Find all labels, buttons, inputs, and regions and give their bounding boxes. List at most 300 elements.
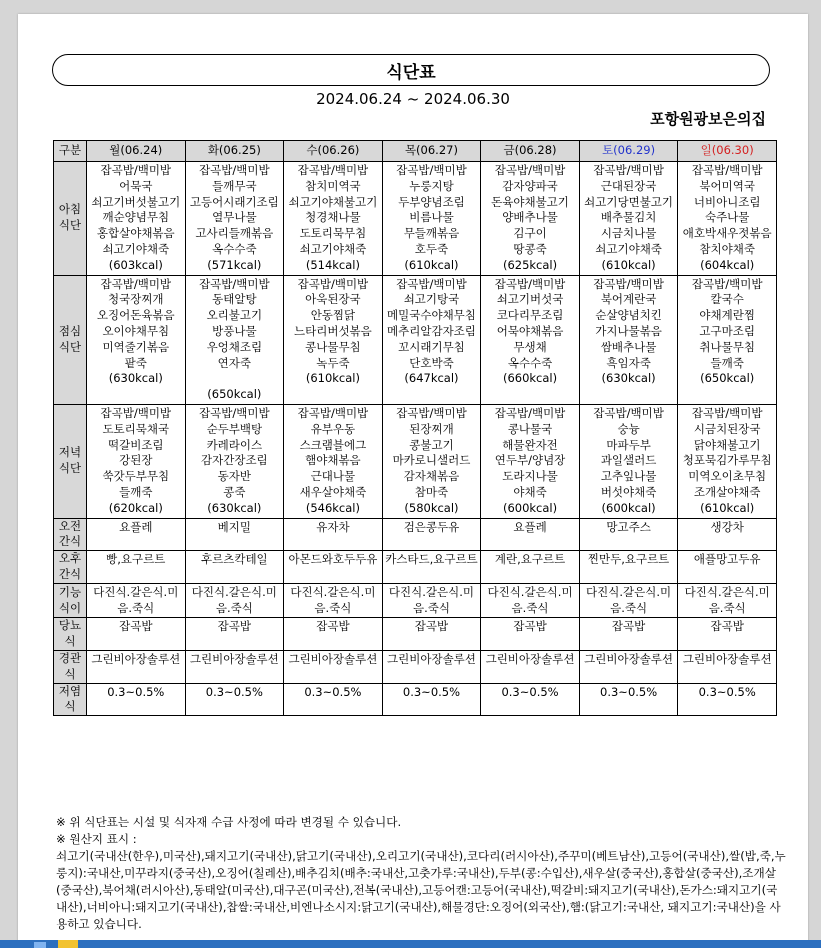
menu-item: (610kcal) (305, 371, 360, 386)
menu-item: 참치야채죽 (699, 241, 755, 256)
menu-item: 망고주스 (606, 519, 651, 534)
menu-cell (481, 404, 580, 518)
menu-item: 빵,요구르트 (106, 552, 166, 567)
menu-item: 근대된장국 (600, 178, 657, 193)
menu-item: 김구이 (513, 226, 547, 241)
menu-item: 쇠고기당면불고기 (584, 194, 674, 209)
menu-item: 동자반 (217, 469, 251, 484)
menu-item: 잡곡밥/백미밥 (691, 405, 763, 420)
menu-item: 오이야채무침 (102, 323, 170, 338)
menu-item: 코다리무조림 (496, 308, 564, 323)
row-label (54, 162, 87, 276)
menu-item: 유부우동 (310, 421, 356, 436)
menu-cell (382, 618, 481, 651)
menu-item: 도토리묵무침 (299, 226, 367, 241)
menu-item: 안동찜닭 (310, 308, 356, 323)
menu-item: 꼬시래기무침 (398, 339, 465, 354)
menu-item: 잡곡밥/백미밥 (691, 276, 763, 291)
menu-item: 야채죽 (513, 484, 547, 499)
day-header: 수(06.26) (284, 141, 383, 162)
taskbar-app-icon[interactable] (34, 942, 46, 948)
row-label-line: 식단 (58, 461, 82, 476)
menu-item: 다진식.갈은식.미음.죽식 (487, 584, 573, 615)
menu-item: 아욱된장국 (305, 292, 361, 307)
menu-item: 땅콩죽 (513, 241, 547, 256)
menu-cell (284, 162, 383, 276)
menu-item: 잡곡밥/백미밥 (494, 163, 566, 177)
row-label-line: 저염 (58, 683, 82, 698)
menu-cell (481, 518, 580, 551)
menu-cell (481, 683, 580, 716)
menu-item: 잡곡밥/백미밥 (593, 163, 664, 177)
menu-cell (87, 551, 186, 584)
menu-item: 고구마조림 (699, 323, 755, 338)
menu-item: 카레라이스 (206, 437, 263, 452)
menu-item: (580kcal) (404, 500, 459, 515)
menu-item: 잡곡밥/백미밥 (396, 276, 467, 291)
menu-item: 옥수수죽 (212, 241, 257, 256)
menu-item: 잡곡밥/백미밥 (297, 276, 369, 291)
menu-item: 쇠고기야채죽 (299, 241, 367, 256)
row-label-line: 간식 (58, 566, 82, 581)
menu-item: 잡곡밥/백미밥 (199, 276, 270, 291)
menu-item: 연두부/양념장 (494, 453, 566, 468)
menu-item: 쇠고기버섯국 (496, 292, 564, 307)
menu-cell (579, 275, 678, 404)
menu-item: 베지밀 (217, 519, 251, 534)
menu-item: 들깨죽 (119, 484, 153, 499)
day-header: 일(06.30) (678, 141, 777, 162)
menu-item: (647kcal) (404, 371, 459, 386)
menu-item: 순살양념치킨 (595, 308, 662, 323)
menu-item: 다진식.갈은식.미음.죽식 (191, 584, 277, 615)
menu-item: 감자간장조림 (201, 453, 268, 468)
meal-row-tube (54, 650, 777, 683)
menu-cell (87, 650, 186, 683)
menu-item: 찐만두,요구르트 (587, 552, 670, 567)
row-label (54, 275, 87, 404)
menu-item: 두부양념조림 (398, 194, 465, 209)
menu-item: 누룽지탕 (409, 178, 454, 193)
menu-item: 잡곡밥/백미밥 (494, 405, 566, 420)
menu-cell (382, 275, 481, 404)
row-label-line: 오후 (58, 551, 82, 566)
row-label (54, 551, 87, 584)
menu-item: 잡곡밥/백미밥 (100, 163, 172, 177)
day-header: 금(06.28) (481, 141, 580, 162)
menu-cell (678, 162, 777, 276)
menu-item: 닭야채불고기 (693, 437, 761, 452)
row-label-line: 식 (64, 699, 76, 714)
menu-cell (87, 583, 186, 618)
menu-item: 열무나물 (212, 210, 257, 225)
menu-item: 다진식.갈은식.미음.죽식 (93, 584, 179, 615)
menu-item: 고등어시래기조림 (189, 194, 279, 209)
menu-cell (185, 650, 284, 683)
menu-item: 미역줄기볶음 (102, 339, 170, 354)
organization-name: 포항원광보은의집 (650, 110, 766, 128)
menu-item: 버섯야채죽 (600, 484, 657, 499)
menu-item: 잡곡밥/백미밥 (396, 405, 467, 420)
menu-item: 잡곡밥/백미밥 (593, 276, 664, 291)
menu-item: 쇠고기탕국 (403, 292, 460, 307)
menu-cell (579, 551, 678, 584)
menu-item: 된장찌개 (409, 421, 454, 436)
menu-cell (87, 162, 186, 276)
menu-item: 느타리버섯볶음 (294, 323, 372, 338)
menu-item: 애플망고두유 (693, 552, 761, 567)
row-label-line: 아침 (58, 202, 82, 217)
menu-item: 아몬드와호두두유 (288, 552, 378, 567)
menu-item: 잡곡밥/백미밥 (691, 163, 763, 177)
menu-item: 잡곡밥/백미밥 (297, 405, 369, 420)
menu-item: 시금치나물 (600, 226, 657, 241)
page-title: 식단표 (52, 54, 770, 86)
menu-item: (610kcal) (601, 257, 656, 272)
row-label (54, 404, 87, 518)
menu-cell (185, 551, 284, 584)
menu-item: 그린비아장솔루션 (584, 651, 674, 666)
menu-cell (185, 618, 284, 651)
menu-item: (610kcal) (700, 500, 755, 515)
menu-cell (678, 650, 777, 683)
menu-item: 고추잎나물 (600, 469, 657, 484)
menu-cell (382, 583, 481, 618)
taskbar (0, 940, 821, 948)
menu-item: (610kcal) (404, 257, 459, 272)
menu-item: 깨순양념무침 (102, 210, 170, 225)
menu-cell (87, 518, 186, 551)
menu-item: 감자양파국 (502, 178, 558, 193)
menu-item: (650kcal) (207, 387, 262, 402)
menu-item: 야채계란찜 (699, 308, 755, 323)
menu-item: 다진식.갈은식.미음.죽식 (684, 584, 770, 615)
menu-cell (284, 551, 383, 584)
menu-cell (284, 650, 383, 683)
menu-cell (678, 683, 777, 716)
menu-item: 잡곡밥 (217, 619, 251, 634)
menu-item: 옥수수죽 (507, 355, 553, 370)
row-label (54, 518, 87, 551)
menu-cell (284, 683, 383, 716)
menu-item: 양배추나물 (502, 210, 558, 225)
menu-cell (579, 650, 678, 683)
menu-item: 그린비아장솔루션 (682, 651, 772, 666)
menu-item: 비름나물 (409, 210, 454, 225)
menu-cell (284, 583, 383, 618)
menu-item: 그린비아장솔루션 (288, 651, 378, 666)
menu-item: 콩죽 (223, 484, 246, 499)
meal-row-low_salt (54, 683, 777, 716)
row-label-line: 식 (64, 634, 76, 649)
menu-item: (600kcal) (502, 500, 558, 515)
row-label-line: 경관 (58, 650, 82, 665)
row-label-line: 기능 (58, 584, 82, 599)
meal-row-diabetic (54, 618, 777, 651)
menu-item: (546kcal) (305, 500, 360, 515)
row-label (54, 683, 87, 716)
menu-item: 순두부백탕 (206, 421, 263, 436)
menu-item: 0.3~0.5% (107, 684, 165, 699)
menu-item: 과일샐러드 (600, 453, 657, 468)
row-label (54, 618, 87, 651)
menu-item: 녹두죽 (316, 355, 350, 370)
menu-item (188, 371, 282, 387)
menu-item: 0.3~0.5% (205, 684, 263, 699)
menu-cell (579, 518, 678, 551)
menu-item: 가지나물볶음 (595, 323, 662, 338)
menu-item: 애호박새우젓볶음 (682, 226, 772, 241)
change-notice: ※ 위 식단표는 시설 및 식자재 수급 사정에 따라 변경될 수 있습니다. (56, 815, 402, 829)
day-header: 목(06.27) (382, 141, 481, 162)
menu-item: 잡곡밥/백미밥 (396, 163, 467, 177)
menu-item: 쇠고기야채죽 (595, 241, 662, 256)
menu-item: 메밀국수야채무침 (387, 308, 476, 323)
menu-item: 다진식.갈은식.미음.죽식 (290, 584, 376, 615)
menu-cell (284, 618, 383, 651)
menu-item: 잡곡밥 (710, 619, 744, 634)
menu-item: 그린비아장솔루션 (387, 651, 476, 666)
menu-item: 도라지나물 (502, 469, 558, 484)
menu-cell (284, 275, 383, 404)
menu-item: (620kcal) (108, 500, 163, 515)
menu-item: 숭늉 (617, 421, 640, 436)
row-label-line: 식 (64, 666, 76, 681)
menu-item: 그린비아장솔루션 (91, 651, 181, 666)
menu-item: 오리불고기 (206, 308, 263, 323)
menu-cell (382, 551, 481, 584)
menu-item: 단호박죽 (409, 355, 454, 370)
menu-item: (571kcal) (207, 257, 262, 272)
menu-cell (678, 404, 777, 518)
menu-item: 배추물김치 (600, 210, 657, 225)
menu-item: 검은콩두유 (403, 519, 460, 534)
menu-item: 쇠고기야채불고기 (288, 194, 378, 209)
menu-item: 우엉채조림 (206, 339, 263, 354)
day-header: 토(06.29) (579, 141, 678, 162)
meal-row-pm_snack (54, 551, 777, 584)
day-header: 월(06.24) (87, 141, 186, 162)
menu-item: 그린비아장솔루션 (485, 651, 575, 666)
menu-item: 다진식.갈은식.미음.죽식 (388, 584, 474, 615)
notes-section (56, 814, 786, 933)
menu-item: 잡곡밥 (316, 619, 350, 634)
menu-item: 잡곡밥/백미밥 (100, 276, 172, 291)
menu-cell (481, 618, 580, 651)
menu-item: 시금치된장국 (693, 421, 761, 436)
menu-cell (87, 404, 186, 518)
menu-cell (185, 275, 284, 404)
menu-cell (678, 551, 777, 584)
origin-title: ※ 원산지 표시 : (56, 832, 137, 846)
menu-item: 북어계란국 (600, 292, 657, 307)
menu-item: 홍합살야채볶음 (96, 226, 175, 241)
menu-cell (579, 683, 678, 716)
menu-item: 해물완자전 (502, 437, 558, 452)
menu-item: 어묵야채볶음 (496, 323, 564, 338)
menu-item: 계란,요구르트 (494, 552, 566, 567)
menu-cell (382, 518, 481, 551)
menu-item: 호두죽 (414, 241, 449, 256)
meal-row-am_snack (54, 518, 777, 551)
menu-item: 마파두부 (606, 437, 651, 452)
menu-item: 콩불고기 (409, 437, 454, 452)
menu-item: 조개살야채죽 (693, 484, 761, 499)
menu-item: 떡갈비조림 (108, 437, 164, 452)
menu-item: 고사리들깨볶음 (195, 226, 274, 241)
menu-cell (382, 162, 481, 276)
menu-cell (678, 518, 777, 551)
menu-item: 잡곡밥/백미밥 (100, 405, 172, 420)
menu-item: 들깨죽 (710, 355, 744, 370)
menu-item: 잡곡밥 (611, 619, 646, 634)
menu-cell (481, 162, 580, 276)
menu-item: 너비아니조림 (693, 194, 761, 209)
menu-item: 0.3~0.5% (304, 684, 362, 699)
menu-item: 쌈배추나물 (600, 339, 657, 354)
menu-cell (284, 404, 383, 518)
menu-cell (579, 583, 678, 618)
menu-item: (625kcal) (502, 257, 558, 272)
menu-cell (382, 683, 481, 716)
date-range: 2024.06.24 ~ 2024.06.30 (316, 90, 510, 108)
row-label-line: 오전 (58, 518, 82, 533)
menu-cell (481, 583, 580, 618)
menu-item: 잡곡밥/백미밥 (494, 276, 566, 291)
menu-item: 0.3~0.5% (698, 684, 756, 699)
menu-cell (185, 683, 284, 716)
menu-item: 청국장찌개 (108, 292, 164, 307)
menu-item: 참마죽 (414, 484, 449, 499)
menu-item: 요플레 (513, 519, 547, 534)
menu-item: (630kcal) (601, 371, 656, 386)
folder-icon[interactable] (58, 940, 78, 948)
menu-item: 0.3~0.5% (402, 684, 461, 699)
menu-item: 잡곡밥 (513, 619, 547, 634)
menu-cell (678, 583, 777, 618)
menu-item: 콩나물무침 (305, 339, 361, 354)
row-label-line: 점심 (58, 323, 82, 338)
menu-item: (600kcal) (601, 500, 656, 515)
menu-item: 유자차 (316, 519, 350, 534)
menu-item: 후르츠칵테일 (201, 552, 268, 567)
menu-item: (604kcal) (700, 257, 755, 272)
menu-item: 숙주나물 (704, 210, 750, 225)
menu-cell (284, 518, 383, 551)
menu-item: 미역오이초무침 (688, 469, 767, 484)
menu-item: (660kcal) (502, 371, 558, 386)
menu-item: 근대나물 (310, 469, 356, 484)
row-label-line: 간식 (58, 534, 82, 549)
menu-item: 콩나물국 (507, 421, 553, 436)
menu-cell (87, 618, 186, 651)
menu-item: 도토리묵채국 (102, 421, 170, 436)
menu-item: 무들깨볶음 (403, 226, 460, 241)
menu-item: 메추리알감자조림 (387, 323, 476, 338)
menu-item: 카스타드,요구르트 (385, 552, 478, 567)
menu-item: 새우살야채죽 (299, 484, 367, 499)
menu-document (18, 14, 808, 948)
menu-item: (603kcal) (108, 257, 163, 272)
origin-text: 쇠고기(국내산(한우),미국산),돼지고기(국내산),닭고기(국내산),오리고기(국내산),코다리(러시아산),주꾸미(베트남산),고등어(국내산),쌀(밥,죽,누룽지):국내산,미꾸라지(중국산),오징어(칠레산),배추김치(배추:국내산,고춧가루:국내산),두부(콩:수입산),새우살(중국산),홍합살(중국산),조개살(중국산),북어채(러시아산),동태알(미국산),대구곤(미국산),전복(국내산),고등어캔:고등어(국내산),떡갈비:돼지고기(국내산),돈가스:돼지고기(국내산),너비아니:돼지고기(국내산),찹쌀:국내산,비엔나소시지:닭고기(국내산),해물경단:오징어(외국산),햄:(닭고기:국내산, 돼지고기:국내산)을 사용하고 있습니다. (56, 849, 786, 931)
menu-item: 청경채나물 (305, 210, 361, 225)
menu-item: 잡곡밥/백미밥 (593, 405, 664, 420)
menu-item: 어묵국 (119, 178, 153, 193)
menu-item: 햄야채볶음 (305, 453, 361, 468)
row-label (54, 650, 87, 683)
menu-item: 0.3~0.5% (501, 684, 559, 699)
menu-cell (185, 518, 284, 551)
menu-item: 쇠고기버섯불고기 (91, 194, 181, 209)
menu-item: 방풍나물 (212, 323, 257, 338)
menu-cell (185, 583, 284, 618)
menu-cell (481, 650, 580, 683)
menu-item: 0.3~0.5% (600, 684, 658, 699)
menu-item: 연자죽 (217, 355, 251, 370)
corner-header: 구분 (54, 141, 87, 162)
meal-row-lunch (54, 275, 777, 404)
menu-cell (481, 551, 580, 584)
menu-item: 쑥갓두부무침 (102, 469, 170, 484)
menu-cell (579, 618, 678, 651)
menu-item: 북어미역국 (699, 178, 755, 193)
meal-row-functional (54, 583, 777, 618)
menu-item: 오징어돈육볶음 (96, 308, 175, 323)
menu-item: 그린비아장솔루션 (189, 651, 279, 666)
menu-item: 무생채 (513, 339, 547, 354)
meal-plan-table (53, 140, 777, 716)
menu-item: 돈육야채불고기 (491, 194, 569, 209)
menu-item: 팥죽 (124, 355, 147, 370)
menu-cell (579, 404, 678, 518)
menu-cell (579, 162, 678, 276)
menu-cell (678, 275, 777, 404)
row-label-line: 당뇨 (58, 618, 82, 633)
table-header-row (54, 141, 777, 162)
menu-cell (185, 162, 284, 276)
menu-item: 다진식.갈은식.미음.죽식 (586, 584, 672, 615)
menu-cell (87, 275, 186, 404)
menu-cell (382, 650, 481, 683)
menu-item: 잡곡밥/백미밥 (199, 163, 270, 177)
menu-cell (678, 618, 777, 651)
day-header: 화(06.25) (185, 141, 284, 162)
row-label-line: 저녁 (58, 445, 82, 460)
menu-item: (630kcal) (207, 500, 262, 515)
menu-cell (481, 275, 580, 404)
menu-item: 들깨무국 (212, 178, 257, 193)
menu-item: 취나물무침 (699, 339, 755, 354)
menu-item: (514kcal) (305, 257, 360, 272)
menu-item: 감자채볶음 (403, 469, 460, 484)
menu-cell (87, 683, 186, 716)
menu-item: 칼국수 (710, 292, 744, 307)
menu-item: 참치미역국 (305, 178, 361, 193)
meal-row-breakfast (54, 162, 777, 276)
row-label-line: 식단 (58, 218, 82, 233)
menu-item: 강된장 (119, 453, 153, 468)
menu-item: 잡곡밥 (119, 619, 153, 634)
menu-item: 마카로니샐러드 (392, 453, 471, 468)
menu-item: 잡곡밥/백미밥 (297, 163, 369, 177)
menu-item: 잡곡밥/백미밥 (199, 405, 270, 420)
row-label (54, 583, 87, 618)
menu-item: (630kcal) (108, 371, 163, 386)
row-label-line: 식이 (58, 600, 82, 615)
menu-item: 요플레 (119, 519, 153, 534)
menu-item: (650kcal) (700, 371, 755, 386)
menu-item: 생강차 (710, 519, 744, 534)
